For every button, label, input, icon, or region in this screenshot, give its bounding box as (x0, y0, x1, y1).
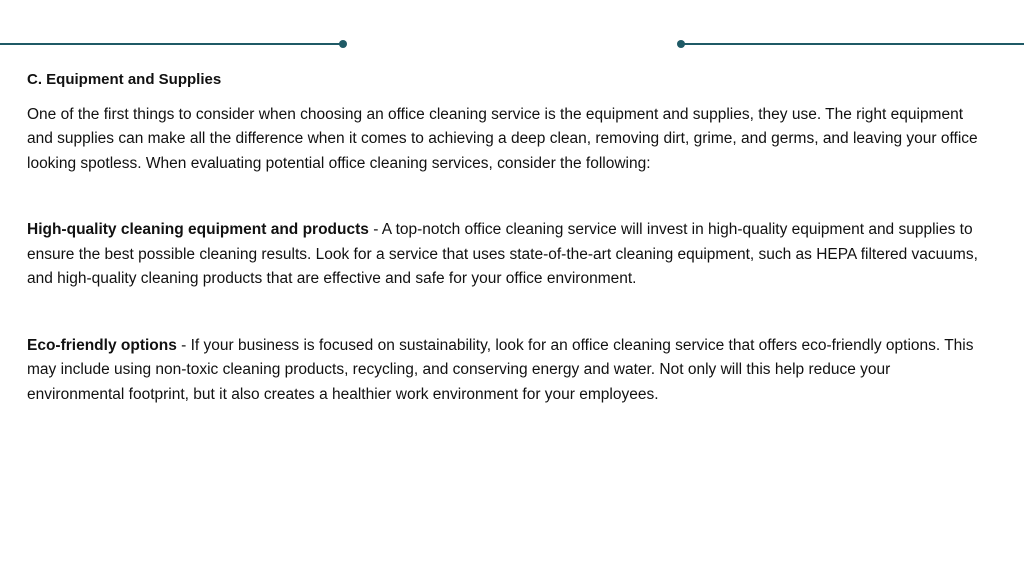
document-body (27, 68, 987, 407)
intro-paragraph: One of the first things to consider when choosing an office cleaning service is the equipment and supplies, they use. The right equipment and supplies can make all the difference when it comes to achieving a deep clean, removing dirt, grime, and germs, and leaving your office looking spotless. When evaluating potential office cleaning services, consider the following: (27, 105, 978, 172)
item-paragraph-eco-friendly (27, 334, 987, 408)
item-term: High-quality cleaning equipment and products (27, 221, 369, 238)
paragraph-spacer (27, 292, 987, 334)
item-text: - If your business is focused on sustainability, look for an office cleaning service that offers eco-friendly options. This may include using non-toxic cleaning products, recycling, and conserving energy and water. Not only will this help reduce your environmental footprint, but it also creates a healthier work environment for your employees. (27, 336, 974, 403)
section-heading: C. Equipment and Supplies (27, 71, 222, 88)
top-left-divider-line (0, 43, 343, 45)
item-paragraph-high-quality (27, 218, 987, 292)
item-text: - A top-notch office cleaning service will invest in high-quality equipment and supplies to ensure the best possible cleaning results. Look for a service that uses state-of-the-art cleaning equipment, such as HEPA filtered vacuums, and high-quality cleaning products that are effective and safe for your office environment. (27, 221, 978, 287)
paragraph-spacer (27, 176, 987, 218)
top-left-divider-dot (339, 40, 347, 48)
item-term: Eco-friendly options (27, 336, 177, 354)
top-right-divider-line (681, 43, 1024, 45)
